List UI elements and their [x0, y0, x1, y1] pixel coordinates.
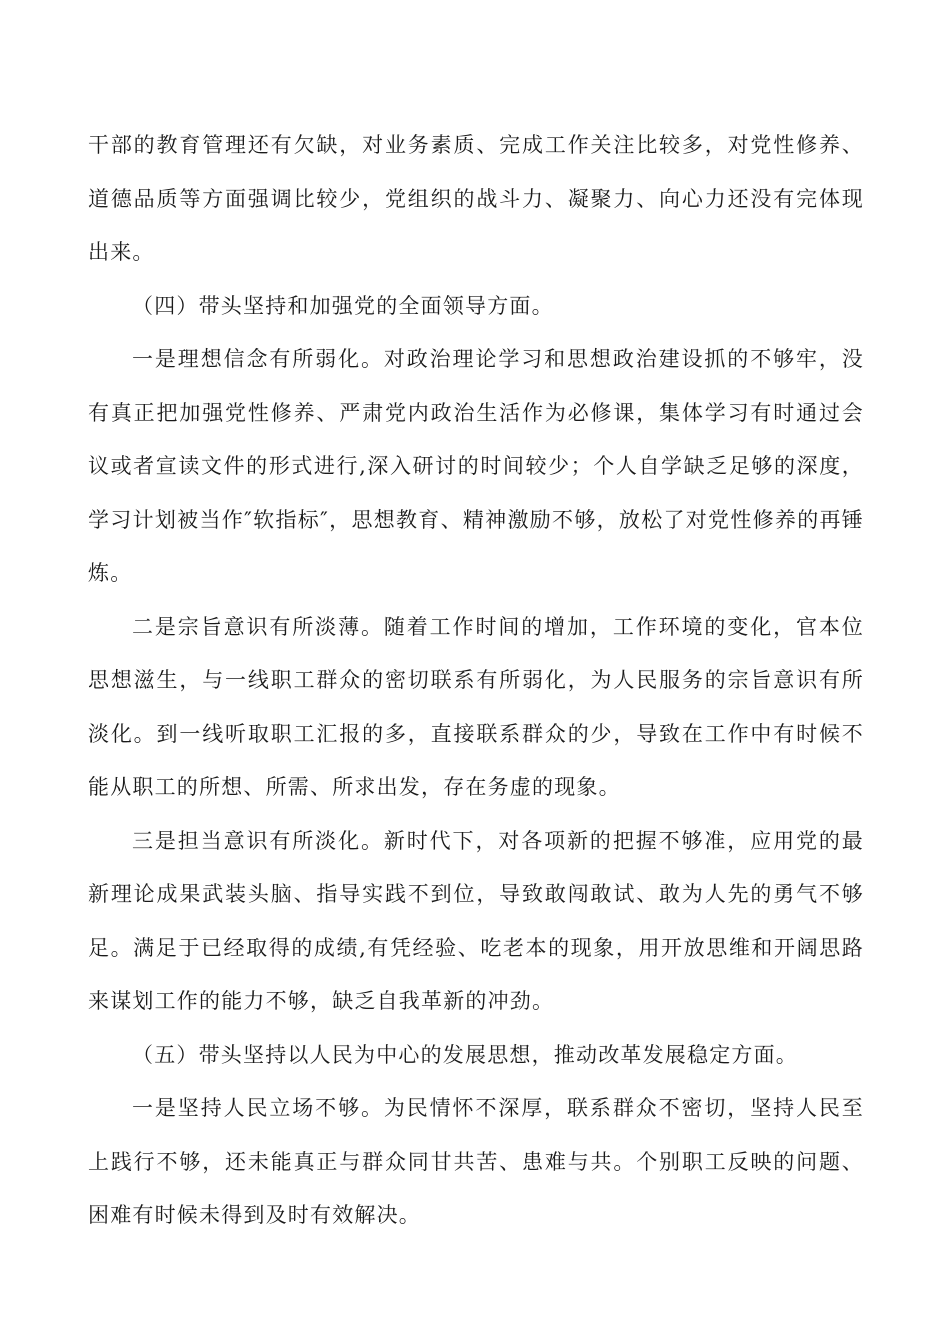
section-heading-four: （四）带头坚持和加强党的全面领导方面。	[132, 293, 554, 318]
paragraph-ideals-belief: 一是理想信念有所弱化。对政治理论学习和思想政治建设抓的不够牢，没有真正把加强党性修养、严肃党内政治生活作为必修课，集体学习有时通过会议或者宣读文件的形式进行,深入研讨的时间较少；个人自学缺乏足够的深度，学习计划被当作″软指标″，思想教育、精神激励不够，放松了对党性修养的再锤炼。	[88, 347, 864, 585]
paragraph-continuation: 干部的教育管理还有欠缺，对业务素质、完成工作关注比较多，对党性修养、道德品质等方面强调比较少，党组织的战斗力、凝聚力、向心力还没有完体现出来。	[88, 133, 864, 264]
paragraph-responsibility-awareness: 三是担当意识有所淡化。新时代下，对各项新的把握不够准，应用党的最新理论成果武装头脑、指导实践不到位，导致敢闯敢试、敢为人先的勇气不够足。满足于已经取得的成绩,有凭经验、吃老本的现象，用开放思维和开阔思路来谋划工作的能力不够，缺乏自我革新的冲劲。	[88, 828, 864, 1013]
paragraph-people-stance: 一是坚持人民立场不够。为民情怀不深厚，联系群众不密切，坚持人民至上践行不够，还未能真正与群众同甘共苦、患难与共。个别职工反映的问题、困难有时候未得到及时有效解决。	[88, 1096, 864, 1227]
section-heading-five: （五）带头坚持以人民为中心的发展思想，推动改革发展稳定方面。	[132, 1042, 798, 1067]
paragraph-purpose-awareness: 二是宗旨意识有所淡薄。随着工作时间的增加，工作环境的变化，官本位思想滋生，与一线职工群众的密切联系有所弱化，为人民服务的宗旨意识有所淡化。到一线听取职工汇报的多，直接联系群众的少，导致在工作中有时候不能从职工的所想、所需、所求出发，存在务虚的现象。	[88, 614, 864, 799]
document-body	[88, 119, 864, 1243]
